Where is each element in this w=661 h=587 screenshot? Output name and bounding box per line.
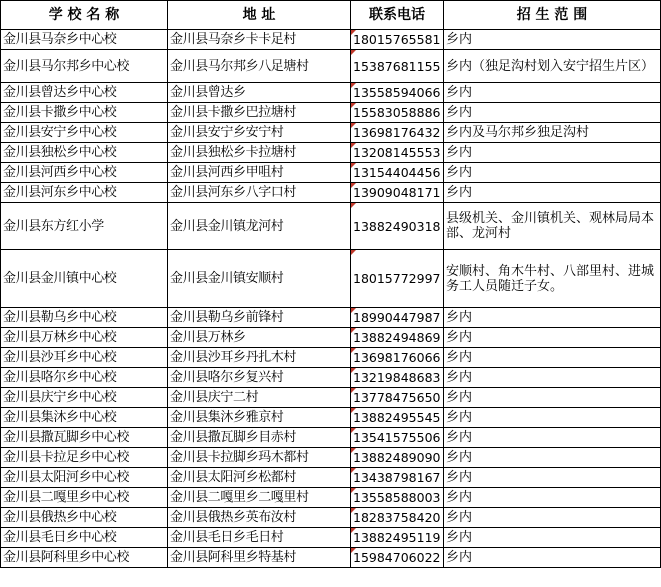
table-body (1, 30, 661, 568)
table-row (1, 30, 661, 50)
address-cell: 金川县卡撒乡巴拉塘村 (168, 103, 351, 123)
school-name-cell: 金川县二嘎里乡中心校 (1, 488, 168, 508)
header-enrollment-range: 招 生 范 围 (444, 1, 661, 30)
phone-cell: 13541575506 (351, 428, 444, 448)
address-cell: 金川县撒瓦脚乡目赤村 (168, 428, 351, 448)
phone-cell: 13698176066 (351, 348, 444, 368)
phone-cell: 13778475650 (351, 388, 444, 408)
school-name-cell: 金川县东方红小学 (1, 203, 168, 250)
table-row (1, 428, 661, 448)
address-cell: 金川县集沐乡雅京村 (168, 408, 351, 428)
phone-cell: 13882495545 (351, 408, 444, 428)
phone-cell: 13208145553 (351, 143, 444, 163)
school-name-cell: 金川县河西乡中心校 (1, 163, 168, 183)
enrollment-range-cell: 乡内 (444, 488, 661, 508)
header-address: 地 址 (168, 1, 351, 30)
table-row (1, 448, 661, 468)
table-row (1, 528, 661, 548)
address-cell: 金川县万林乡 (168, 328, 351, 348)
enrollment-range-cell: 乡内 (444, 328, 661, 348)
enrollment-range-cell: 乡内 (444, 508, 661, 528)
table-row (1, 548, 661, 568)
address-cell: 金川县卡拉脚乡玛木都村 (168, 448, 351, 468)
phone-cell: 18990447987 (351, 308, 444, 328)
table-row (1, 468, 661, 488)
table-row (1, 50, 661, 83)
phone-cell: 15387681155 (351, 50, 444, 83)
school-name-cell: 金川县马奈乡中心校 (1, 30, 168, 50)
table-row (1, 328, 661, 348)
school-name-cell: 金川县勒乌乡中心校 (1, 308, 168, 328)
address-cell: 金川县安宁乡安宁村 (168, 123, 351, 143)
enrollment-range-cell: 安顺村、角木牛村、八部里村、进城务工人员随迁子女。 (444, 250, 661, 308)
table-row (1, 203, 661, 250)
table-row (1, 183, 661, 203)
enrollment-range-cell: 乡内 (444, 388, 661, 408)
school-name-cell: 金川县毛日乡中心校 (1, 528, 168, 548)
phone-cell: 13558594066 (351, 83, 444, 103)
address-cell: 金川县二嘎里乡二嘎里村 (168, 488, 351, 508)
enrollment-range-cell: 乡内 (444, 548, 661, 568)
table-row (1, 408, 661, 428)
school-name-cell: 金川县安宁乡中心校 (1, 123, 168, 143)
header-row (1, 1, 661, 30)
address-cell: 金川县阿科里乡特基村 (168, 548, 351, 568)
phone-cell: 18283758420 (351, 508, 444, 528)
phone-cell: 13558588003 (351, 488, 444, 508)
enrollment-range-cell: 乡内 (444, 83, 661, 103)
school-name-cell: 金川县独松乡中心校 (1, 143, 168, 163)
address-cell: 金川县俄热乡英布汝村 (168, 508, 351, 528)
table-row (1, 123, 661, 143)
header-school-name: 学 校 名 称 (1, 1, 168, 30)
address-cell: 金川县马奈乡卡卡足村 (168, 30, 351, 50)
phone-cell: 13698176432 (351, 123, 444, 143)
phone-cell: 15583058886 (351, 103, 444, 123)
table-row (1, 250, 661, 308)
school-name-cell: 金川县万林乡中心校 (1, 328, 168, 348)
enrollment-range-cell: 乡内 (444, 348, 661, 368)
address-cell: 金川县马尔邦乡八足塘村 (168, 50, 351, 83)
table-row (1, 83, 661, 103)
address-cell: 金川县金川镇龙河村 (168, 203, 351, 250)
address-cell: 金川县庆宁二村 (168, 388, 351, 408)
enrollment-range-cell: 乡内及马尔邦乡独足沟村 (444, 123, 661, 143)
enrollment-range-cell: 乡内 (444, 408, 661, 428)
enrollment-range-cell: 乡内 (444, 468, 661, 488)
phone-cell: 13438798167 (351, 468, 444, 488)
school-name-cell: 金川县太阳河乡中心校 (1, 468, 168, 488)
header-phone: 联系电话 (351, 1, 444, 30)
phone-cell: 13882489090 (351, 448, 444, 468)
phone-cell: 18015772997 (351, 250, 444, 308)
enrollment-range-cell: 乡内 (444, 143, 661, 163)
enrollment-range-cell: 县级机关、金川镇机关、观林局局本部、龙河村 (444, 203, 661, 250)
table-row (1, 488, 661, 508)
phone-cell: 13882490318 (351, 203, 444, 250)
address-cell: 金川县太阳河乡松都村 (168, 468, 351, 488)
address-cell: 金川县河东乡八字口村 (168, 183, 351, 203)
address-cell: 金川县沙耳乡丹扎木村 (168, 348, 351, 368)
address-cell: 金川县金川镇安顺村 (168, 250, 351, 308)
enrollment-range-cell: 乡内 (444, 428, 661, 448)
enrollment-range-cell: 乡内 (444, 163, 661, 183)
table-row (1, 163, 661, 183)
phone-cell: 18015765581 (351, 30, 444, 50)
enrollment-range-cell: 乡内 (444, 528, 661, 548)
school-name-cell: 金川县俄热乡中心校 (1, 508, 168, 528)
school-name-cell: 金川县卡撒乡中心校 (1, 103, 168, 123)
table-row (1, 143, 661, 163)
phone-cell: 13154404456 (351, 163, 444, 183)
address-cell: 金川县勒乌乡前锋村 (168, 308, 351, 328)
enrollment-range-cell: 乡内 (444, 103, 661, 123)
school-name-cell: 金川县撒瓦脚乡中心校 (1, 428, 168, 448)
school-name-cell: 金川县庆宁乡中心校 (1, 388, 168, 408)
school-name-cell: 金川县咯尔乡中心校 (1, 368, 168, 388)
school-name-cell: 金川县集沐乡中心校 (1, 408, 168, 428)
phone-cell: 13219848683 (351, 368, 444, 388)
table-row (1, 103, 661, 123)
school-name-cell: 金川县卡拉足乡中心校 (1, 448, 168, 468)
enrollment-range-cell: 乡内 (444, 448, 661, 468)
table-row (1, 388, 661, 408)
school-name-cell: 金川县河东乡中心校 (1, 183, 168, 203)
enrollment-range-cell: 乡内 (444, 30, 661, 50)
address-cell: 金川县咯尔乡复兴村 (168, 368, 351, 388)
phone-cell: 13882495119 (351, 528, 444, 548)
phone-cell: 13882494869 (351, 328, 444, 348)
address-cell: 金川县毛日乡毛日村 (168, 528, 351, 548)
school-name-cell: 金川县金川镇中心校 (1, 250, 168, 308)
enrollment-range-cell: 乡内 (444, 308, 661, 328)
enrollment-range-cell: 乡内 (444, 368, 661, 388)
school-name-cell: 金川县阿科里乡中心校 (1, 548, 168, 568)
school-name-cell: 金川县曾达乡中心校 (1, 83, 168, 103)
address-cell: 金川县曾达乡 (168, 83, 351, 103)
table-row (1, 348, 661, 368)
table-row (1, 368, 661, 388)
phone-cell: 15984706022 (351, 548, 444, 568)
school-name-cell: 金川县马尔邦乡中心校 (1, 50, 168, 83)
phone-cell: 13909048171 (351, 183, 444, 203)
table-row (1, 308, 661, 328)
enrollment-range-cell: 乡内（独足沟村划入安宁招生片区） (444, 50, 661, 83)
table-row (1, 508, 661, 528)
school-name-cell: 金川县沙耳乡中心校 (1, 348, 168, 368)
enrollment-range-cell: 乡内 (444, 183, 661, 203)
address-cell: 金川县河西乡甲咀村 (168, 163, 351, 183)
address-cell: 金川县独松乡卡拉塘村 (168, 143, 351, 163)
